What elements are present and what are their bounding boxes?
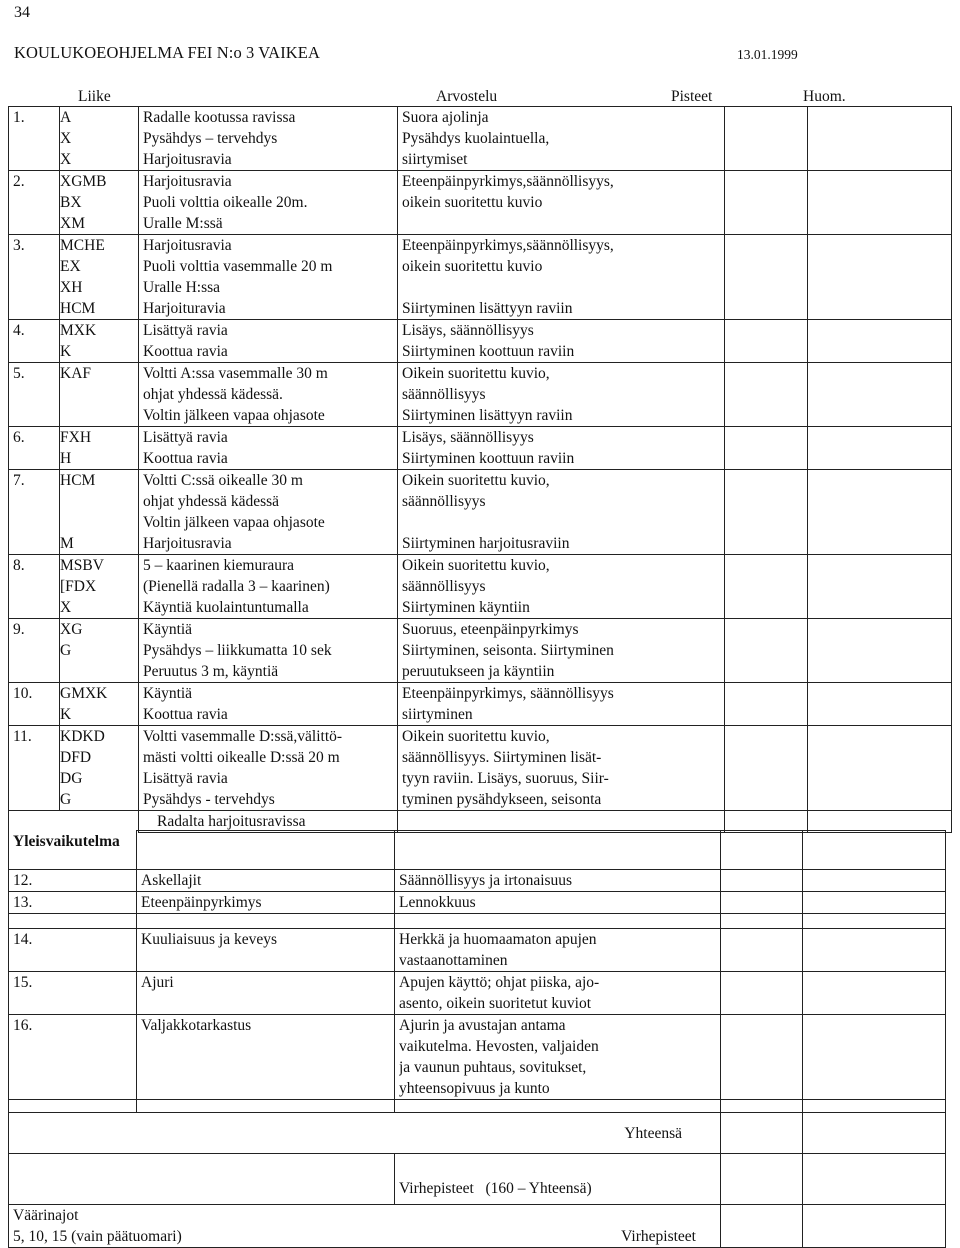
movement-description: Lisättyä ravia (143, 770, 228, 787)
general-criteria: Ajurin ja avustajan antama (399, 1017, 566, 1034)
movement-description: Harjoitusravia (143, 173, 232, 190)
movement-description: Lisättyä ravia (143, 322, 228, 339)
movement-criteria: Eteenpäinpyrkimys,säännöllisyys, (402, 173, 614, 190)
movement-letters: K (60, 706, 72, 723)
movement-description: Harjoitusravia (143, 535, 232, 552)
general-row (9, 1015, 946, 1100)
movement-criteria: oikein suoritettu kuvio (402, 258, 543, 275)
general-criteria: yhteensopivuus ja kunto (399, 1080, 550, 1097)
movement-letters-cell (60, 320, 139, 363)
movement-number: 3. (13, 237, 25, 254)
movement-letters: GMXK (60, 685, 108, 702)
movement-number-cell (9, 363, 60, 427)
general-criteria: asento, oikein suoritetut kuviot (399, 995, 592, 1012)
movement-description: Koottua ravia (143, 343, 228, 360)
remarks-cell (808, 555, 952, 619)
movement-letters: KAF (60, 365, 92, 382)
movement-criteria-cell (398, 555, 725, 619)
movement-letters: XH (60, 279, 83, 296)
general-criteria: Säännöllisyys ja irtonaisuus (399, 872, 573, 889)
movement-letters (60, 384, 138, 405)
movement-letters: X (60, 599, 72, 616)
points-cell (725, 555, 808, 619)
movement-description: mästi voltti oikealle D:ssä 20 m (143, 749, 340, 766)
movement-description-cell (139, 107, 398, 171)
movement-criteria: Eteenpäinpyrkimys, säännöllisyys (402, 685, 614, 702)
movement-criteria: peruutukseen ja käyntiin (402, 663, 555, 680)
movement-letters: XM (60, 215, 85, 232)
movement-letters-cell (60, 683, 139, 726)
movement-letters: X (60, 130, 72, 147)
movement-letters: A (60, 109, 72, 126)
movement-row (9, 107, 952, 171)
movement-number-cell (9, 320, 60, 363)
movements-table (8, 106, 952, 833)
movement-criteria: Lisäys, säännöllisyys (402, 429, 534, 446)
movement-description: (Pienellä radalla 3 – kaarinen) (143, 578, 330, 595)
movement-criteria-cell (398, 363, 725, 427)
general-criteria: vastaanottaminen (399, 952, 508, 969)
remarks-cell (808, 683, 952, 726)
remarks-cell (808, 726, 952, 811)
movement-description: Harjoitusravia (143, 237, 232, 254)
movement-letters: X (60, 151, 72, 168)
penalty-label: Virhepisteet (621, 1228, 696, 1245)
movement-letters-cell (60, 555, 139, 619)
general-number: 16. (13, 1017, 33, 1034)
movement-criteria: tyyn raviin. Lisäys, suoruus, Siir- (402, 770, 609, 787)
movement-description: Pysähdys - tervehdys (143, 791, 275, 808)
general-criteria: Herkkä ja huomaamaton apujen (399, 931, 597, 948)
points-cell (725, 171, 808, 235)
movement-description-cell (139, 235, 398, 320)
general-name: Askellajit (141, 872, 202, 889)
movement-letters-cell (60, 726, 139, 811)
movement-criteria-cell (398, 619, 725, 683)
general-number: 13. (13, 894, 33, 911)
movement-number: 9. (13, 621, 25, 638)
points-cell (725, 619, 808, 683)
points-cell (725, 470, 808, 555)
movement-criteria: oikein suoritettu kuvio (402, 194, 543, 211)
movement-criteria-cell (398, 107, 725, 171)
movement-letters: HCM (60, 472, 96, 489)
movement-criteria: Oikein suoritettu kuvio, (402, 728, 550, 745)
movement-number: 7. (13, 472, 25, 489)
movement-criteria: Suoruus, eteenpäinpyrkimys (402, 621, 579, 638)
movement-letters-cell (60, 235, 139, 320)
movement-description: Puoli volttia vasemmalle 20 m (143, 258, 333, 275)
general-number: 14. (13, 931, 33, 948)
movement-criteria: Siirtyminen lisättyyn raviin (402, 407, 573, 424)
movement-description: Peruutus 3 m, käyntiä (143, 663, 279, 680)
movement-description-cell (139, 363, 398, 427)
spacer-row (9, 914, 946, 929)
movement-criteria: Siirtyminen harjoitusraviin (402, 535, 570, 552)
general-criteria: Lennokkuus (399, 894, 476, 911)
movement-letters: HCM (60, 300, 96, 317)
movement-description-cell (139, 683, 398, 726)
errors-row (9, 1205, 946, 1248)
remarks-cell (808, 171, 952, 235)
movement-description: Uralle M:ssä (143, 215, 223, 232)
points-cell (725, 320, 808, 363)
movement-criteria-cell (398, 427, 725, 470)
movement-criteria: Siirtyminen koottuun raviin (402, 343, 575, 360)
general-criteria: Apujen käyttö; ohjat piiska, ajo- (399, 974, 600, 991)
movement-description-cell (139, 726, 398, 811)
movement-number: 6. (13, 429, 25, 446)
movement-criteria: Siirtyminen, seisonta. Siirtyminen (402, 642, 614, 659)
movement-criteria: Oikein suoritettu kuvio, (402, 557, 550, 574)
points-cell (725, 683, 808, 726)
movement-criteria: säännöllisyys (402, 386, 486, 403)
movement-letters: MSBV (60, 557, 104, 574)
exit-line: Radalta harjoitusravissa (157, 813, 306, 830)
general-number: 15. (13, 974, 33, 991)
movement-description-cell (139, 427, 398, 470)
movement-description: Voltti C:ssä oikealle 30 m (143, 472, 303, 489)
movement-description: Puoli volttia oikealle 20m. (143, 194, 308, 211)
movement-letters (60, 405, 138, 426)
movement-letters (60, 512, 138, 533)
movement-description: Uralle H:ssa (143, 279, 221, 296)
movement-description-cell (139, 619, 398, 683)
remarks-cell (808, 320, 952, 363)
movement-number: 4. (13, 322, 25, 339)
movement-criteria: Oikein suoritettu kuvio, (402, 365, 550, 382)
points-cell (725, 427, 808, 470)
movement-number: 5. (13, 365, 25, 382)
movement-row (9, 726, 952, 811)
movement-criteria (402, 512, 724, 533)
movement-letters-cell (60, 470, 139, 555)
movement-criteria-cell (398, 470, 725, 555)
general-name: Eteenpäinpyrkimys (141, 894, 262, 911)
movement-row (9, 683, 952, 726)
movement-number: 8. (13, 557, 25, 574)
movement-row (9, 171, 952, 235)
movement-letters-cell (60, 619, 139, 683)
movement-letters: MXK (60, 322, 97, 339)
movement-criteria: säännöllisyys (402, 578, 486, 595)
movement-description: Koottua ravia (143, 450, 228, 467)
movement-description: 5 – kaarinen kiemuraura (143, 557, 295, 574)
movement-criteria: Suora ajolinja (402, 109, 489, 126)
general-row (9, 870, 946, 892)
general-criteria: ja vaunun puhtaus, sovitukset, (399, 1059, 587, 1076)
movement-letters: H (60, 450, 72, 467)
general-criteria: vaikutelma. Hevosten, valjaiden (399, 1038, 599, 1055)
movement-description: Koottua ravia (143, 706, 228, 723)
remarks-cell (808, 235, 952, 320)
remarks-cell (808, 107, 952, 171)
total-row (9, 1113, 946, 1154)
page-number: 34 (14, 4, 30, 21)
general-name: Kuuliaisuus ja keveys (141, 931, 278, 948)
movement-number-cell (9, 171, 60, 235)
movement-description: Lisättyä ravia (143, 429, 228, 446)
movement-number-cell (9, 470, 60, 555)
header-huom: Huom. (803, 88, 846, 105)
points-cell (725, 363, 808, 427)
movement-description-cell (139, 320, 398, 363)
penalty-total-row (9, 1154, 946, 1205)
movement-description: Pysähdys – liikkumatta 10 sek (143, 642, 332, 659)
movement-letters: DG (60, 770, 83, 787)
movement-criteria: siirtyminen (402, 706, 473, 723)
general-name: Ajuri (141, 974, 174, 991)
movement-number-cell (9, 235, 60, 320)
header-arvostelu: Arvostelu (436, 88, 498, 105)
general-impression-table (8, 830, 946, 1248)
movement-description: Käyntiä kuolaintuntumalla (143, 599, 309, 616)
movement-letters: DFD (60, 749, 92, 766)
movement-letters: FXH (60, 429, 92, 446)
total-label: Yhteensä (624, 1125, 682, 1142)
movement-letters: G (60, 791, 72, 808)
document-title: KOULUKOEOHJELMA FEI N:o 3 VAIKEA (14, 43, 321, 62)
general-heading: Yleisvaikutelma (13, 832, 120, 850)
remarks-cell (808, 619, 952, 683)
movement-description: Käyntiä (143, 621, 193, 638)
movement-row (9, 320, 952, 363)
spacer-row (9, 1100, 946, 1113)
movement-number-cell (9, 683, 60, 726)
movement-letters-cell (60, 427, 139, 470)
movement-row (9, 470, 952, 555)
points-cell (725, 235, 808, 320)
movement-letters-cell (60, 107, 139, 171)
movement-description: Radalle kootussa ravissa (143, 109, 296, 126)
movement-number-cell (9, 726, 60, 811)
movement-row (9, 363, 952, 427)
general-heading-row (9, 831, 946, 870)
penalty-total-label: Virhepisteet (160 – Yhteensä) (399, 1180, 592, 1197)
movement-description: Voltin jälkeen vapaa ohjasote (143, 407, 325, 424)
movement-row (9, 427, 952, 470)
general-number: 12. (13, 872, 33, 889)
general-name: Valjakkotarkastus (141, 1017, 252, 1034)
movement-letters (60, 661, 138, 682)
movement-criteria: Pysähdys kuolaintuella, (402, 130, 550, 147)
header-pisteet: Pisteet (671, 88, 713, 105)
movement-criteria-cell (398, 683, 725, 726)
movement-number: 11. (13, 728, 32, 745)
movement-description-cell (139, 555, 398, 619)
movement-criteria: siirtymiset (402, 151, 468, 168)
movement-letters: KDKD (60, 728, 105, 745)
movement-description: Harjoitusravia (143, 151, 232, 168)
movement-criteria (402, 213, 724, 234)
movement-description: Käyntiä (143, 685, 193, 702)
movement-criteria: Siirtyminen käyntiin (402, 599, 530, 616)
movement-letters-cell (60, 171, 139, 235)
movement-description: Voltti vasemmalle D:ssä,välittö- (143, 728, 343, 745)
movement-criteria (402, 277, 724, 298)
movement-letters: K (60, 343, 72, 360)
movement-letters: [FDX (60, 578, 97, 595)
movement-criteria: tyminen pysähdykseen, seisonta (402, 791, 602, 808)
movement-description: ohjat yhdessä kädessä. (143, 386, 283, 403)
errors-label: Väärinajot (13, 1207, 79, 1224)
remarks-cell (808, 427, 952, 470)
movement-criteria-cell (398, 726, 725, 811)
movement-letters (60, 491, 138, 512)
movement-number-cell (9, 619, 60, 683)
movement-row (9, 235, 952, 320)
movement-number: 10. (13, 685, 33, 702)
errors-note: 5, 10, 15 (vain päätuomari) (13, 1228, 182, 1245)
movement-criteria: Oikein suoritettu kuvio, (402, 472, 550, 489)
movement-row (9, 619, 952, 683)
movement-description-cell (139, 171, 398, 235)
movement-criteria: Lisäys, säännöllisyys (402, 322, 534, 339)
movement-description-cell (139, 470, 398, 555)
movement-criteria-cell (398, 235, 725, 320)
movement-letters: BX (60, 194, 82, 211)
movement-number-cell (9, 555, 60, 619)
general-row (9, 892, 946, 914)
movement-criteria: Eteenpäinpyrkimys,säännöllisyys, (402, 237, 614, 254)
movement-letters: M (60, 535, 74, 552)
movement-criteria: Siirtyminen koottuun raviin (402, 450, 575, 467)
points-cell (725, 107, 808, 171)
movement-criteria: Siirtyminen lisättyyn raviin (402, 300, 573, 317)
movement-letters: G (60, 642, 72, 659)
movement-letters: XGMB (60, 173, 107, 190)
movement-number: 1. (13, 109, 25, 126)
general-row (9, 929, 946, 972)
movement-description: Voltin jälkeen vapaa ohjasote (143, 514, 325, 531)
movement-number-cell (9, 427, 60, 470)
movement-description: Harjoituravia (143, 300, 226, 317)
movement-letters: EX (60, 258, 81, 275)
movement-criteria: säännöllisyys (402, 493, 486, 510)
movement-description: Pysähdys – tervehdys (143, 130, 278, 147)
remarks-cell (808, 363, 952, 427)
general-row (9, 972, 946, 1015)
remarks-cell (808, 470, 952, 555)
movement-description: Voltti A:ssa vasemmalle 30 m (143, 365, 328, 382)
movement-letters-cell (60, 363, 139, 427)
points-cell (725, 726, 808, 811)
movement-number-cell (9, 107, 60, 171)
movement-criteria-cell (398, 320, 725, 363)
movement-criteria-cell (398, 171, 725, 235)
movement-number: 2. (13, 173, 25, 190)
movement-criteria: säännöllisyys. Siirtyminen lisät- (402, 749, 602, 766)
movement-row (9, 555, 952, 619)
header-liike: Liike (78, 88, 111, 105)
movement-letters: XG (60, 621, 83, 638)
document-date: 13.01.1999 (737, 47, 798, 62)
movement-description: ohjat yhdessä kädessä (143, 493, 280, 510)
movement-letters: MCHE (60, 237, 105, 254)
